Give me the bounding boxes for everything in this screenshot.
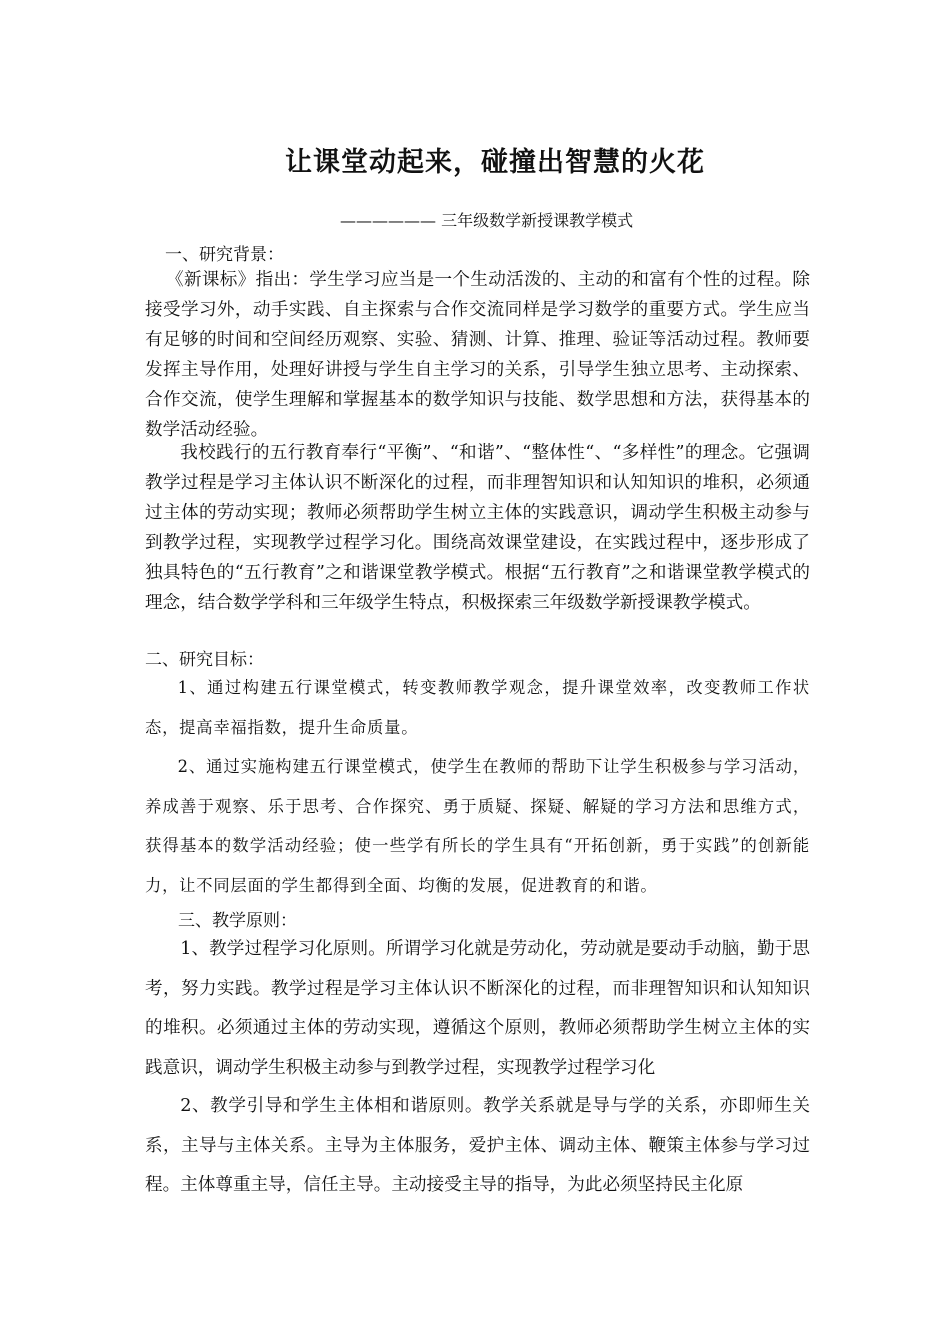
paragraph-principles-1: 1、教学过程学习化原则。所谓学习化就是劳动化，劳动就是要动手动脑，勤于思考，努力实践。教学过程是学习主体认识不断深化的过程，而非理智知识和认知知识的堆积。必须通过主体的劳动实现，遵循这个原则，教师必须帮助学生树立主体的实践意识，调动学生积极主动参与到教学过程，实现教学过程学习化 [145,939,810,1078]
paragraph-goals-1: 1、通过构建五行课堂模式，转变教师教学观念，提升课堂效率，改变教师工作状态，提高幸福指数，提升生命质量。 [145,678,810,737]
section-heading-background: 一、研究背景： [165,245,284,265]
paragraph-principles-2: 2、教学引导和学生主体相和谐原则。教学关系就是导与学的关系，亦即师生关系，主导与主体关系。主导为主体服务，爱护主体、调动主体、鞭策主体参与学习过程。主体尊重主导，信任主导。主动接受主导的指导，为此必须坚持民主化原 [145,1096,810,1195]
section-heading-principles: 三、教学原则： [178,911,297,931]
document-title: 让课堂动起来，碰撞出智慧的火花 [285,147,705,178]
section-heading-goals: 二、研究目标： [145,650,264,670]
paragraph-background-2: 我校践行的五行教育奉行“平衡”、“和谐”、“整体性“、“多样性”的理念。它强调教学过程是学习主体认识不断深化的过程，而非理智知识和认知知识的堆积，必须通过主体的劳动实现；教师必须帮助学生树立主体的实践意识，调动学生积极主动参与到教学过程，实现教学过程学习化。围绕高效课堂建设，在实践过程中，逐步形成了独具特色的“五行教育”之和谐课堂教学模式。根据“五行教育”之和谐课堂教学模式的理念，结合数学学科和三年级学生特点，积极探索三年级数学新授课教学模式。 [145,443,810,613]
paragraph-background-1: 《新课标》指出：学生学习应当是一个生动活泼的、主动的和富有个性的过程。除接受学习外，动手实践、自主探索与合作交流同样是学习数学的重要方式。学生应当有足够的时间和空间经历观察、实验、猜测、计算、推理、验证等活动过程。教师要发挥主导作用，处理好讲授与学生自主学习的关系，引导学生独立思考、主动探索、合作交流，使学生理解和掌握基本的数学知识与技能、数学思想和方法，获得基本的数学活动经验。 [145,270,810,440]
paragraph-goals-2: 2、通过实施构建五行课堂模式，使学生在教师的帮助下让学生积极参与学习活动，养成善于观察、乐于思考、合作探究、勇于质疑、探疑、解疑的学习方法和思维方式，获得基本的数学活动经验；使一些学有所长的学生具有“开拓创新，勇于实践”的创新能力，让不同层面的学生都得到全面、均衡的发展，促进教育的和谐。 [145,757,810,895]
document-subtitle: —————— 三年级数学新授课教学模式 [340,211,634,230]
